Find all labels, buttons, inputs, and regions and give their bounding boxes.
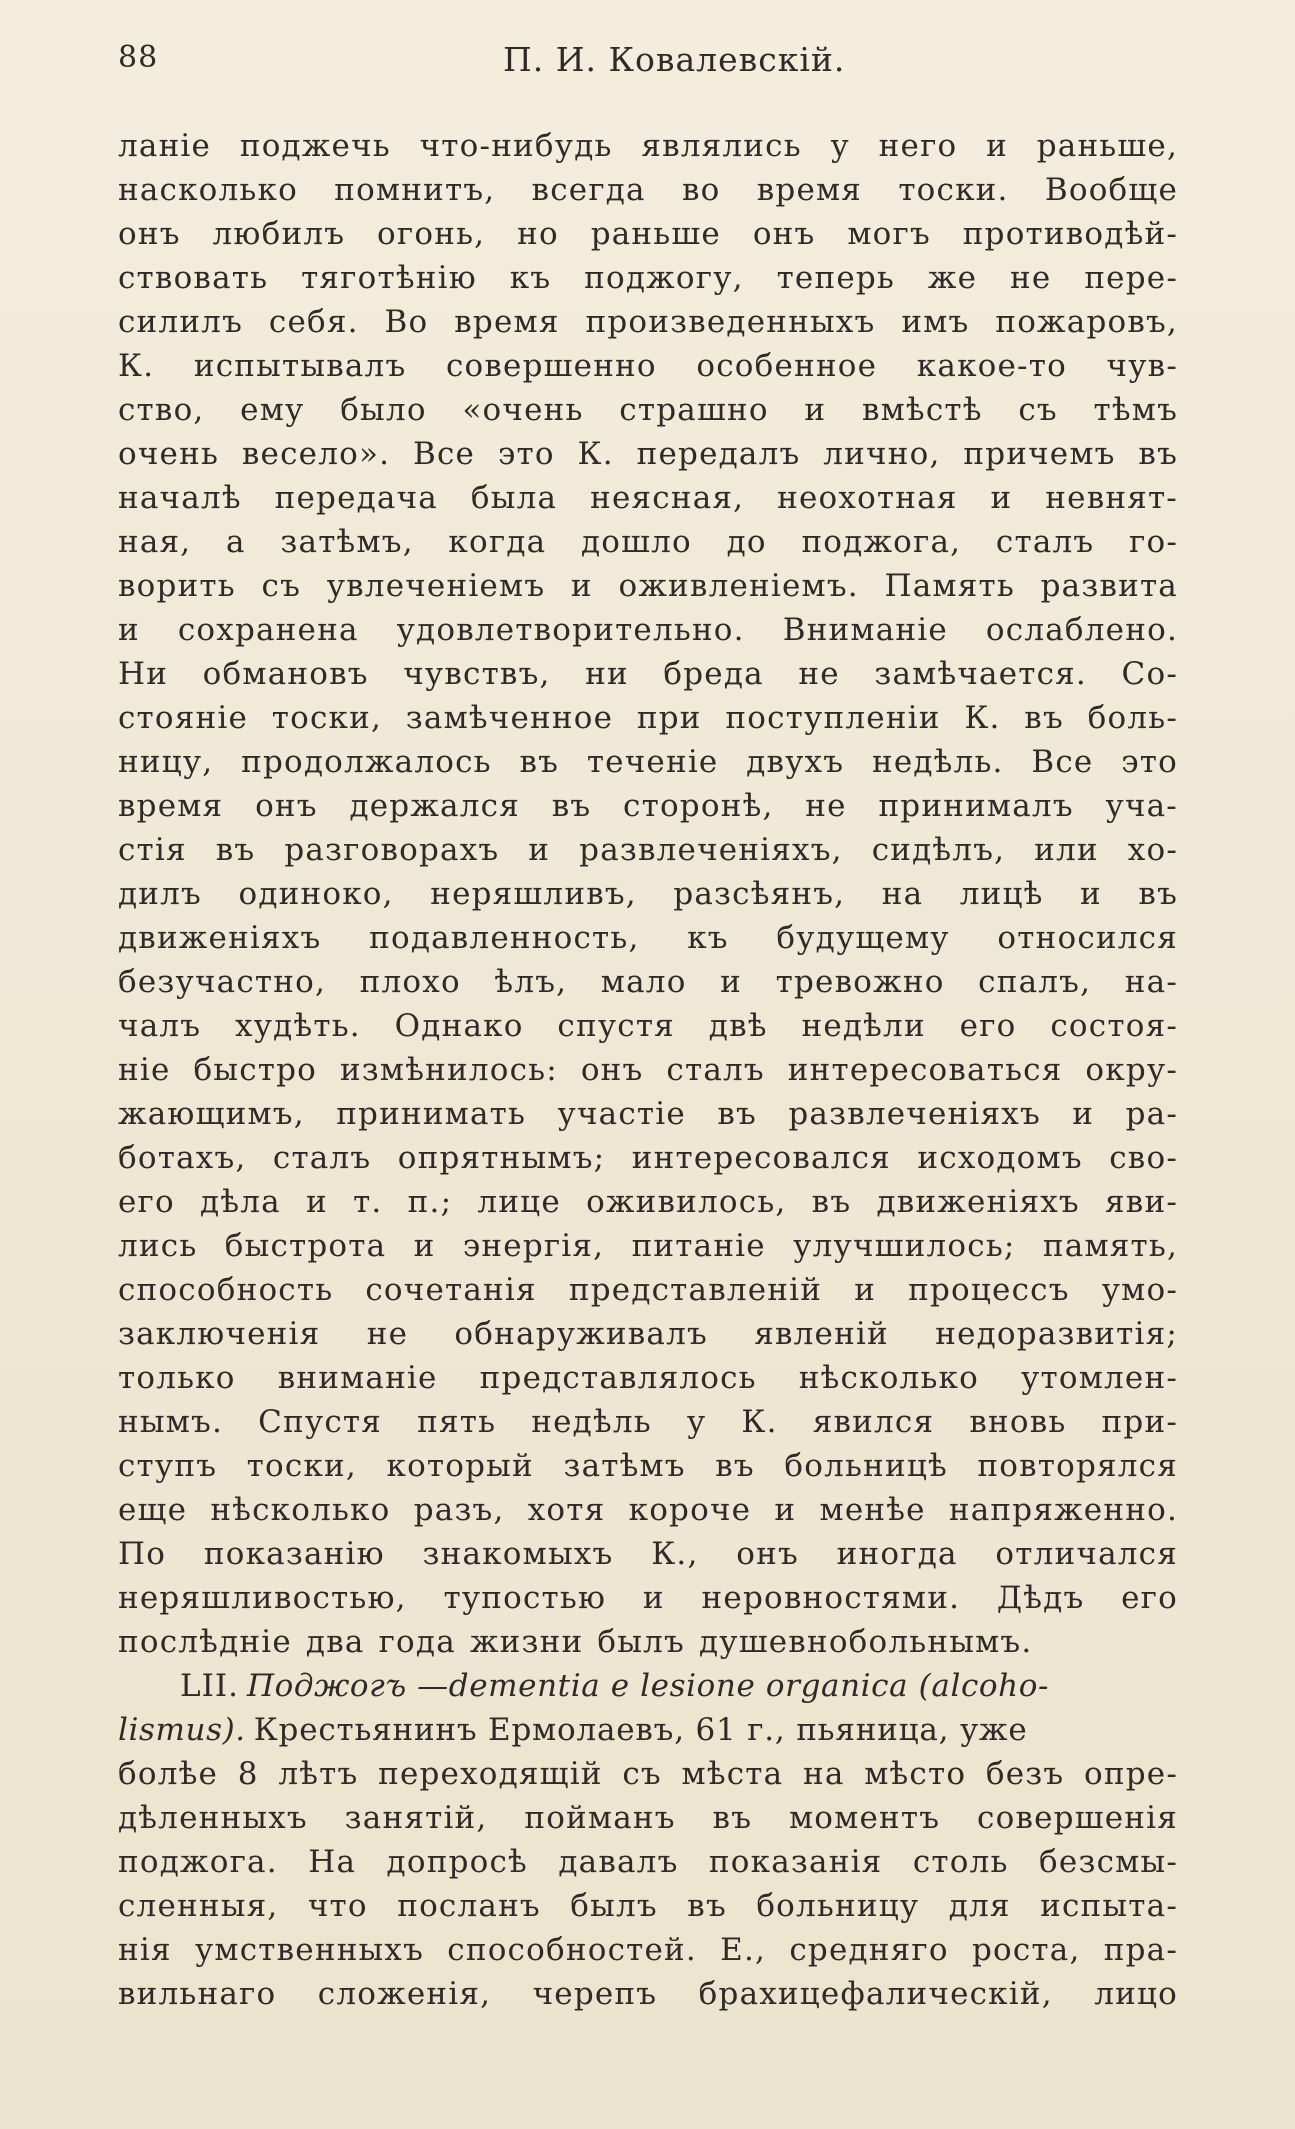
text-line: жающимъ, принимать участіе въ развлеченіяхъ и ра- [118, 1096, 1178, 1132]
text-line: Ни обмановъ чувствъ, ни бреда не замѣчается. Со- [118, 656, 1178, 692]
text-line: нія умственныхъ способностей. Е., средняго роста, пра- [118, 1932, 1178, 1968]
page-number: 88 [118, 40, 159, 75]
text-line: ворить съ увлеченіемъ и оживленіемъ. Память развита [118, 568, 1178, 604]
text-line: поджога. На допросѣ давалъ показанія столь безсмы- [118, 1844, 1178, 1880]
text-line: сленныя, что посланъ былъ въ больницу для испыта- [118, 1888, 1178, 1924]
text-line: ная, а затѣмъ, когда дошло до поджога, сталъ го- [118, 524, 1178, 560]
text-line: ланіе поджечь что-нибудь являлись у него и раньше, [118, 128, 1178, 164]
paragraph-last-line: послѣдніе два года жизни былъ душевнобольнымъ. [118, 1624, 1033, 1660]
text-line: насколько помнитъ, всегда во время тоски. Вообще [118, 172, 1178, 208]
text-line: болѣе 8 лѣтъ переходящій съ мѣста на мѣсто безъ опре- [118, 1756, 1178, 1792]
text-line: заключенія не обнаруживалъ явленій недоразвитія; [118, 1316, 1178, 1352]
text-line: стія въ разговорахъ и развлеченіяхъ, сидѣлъ, или хо- [118, 832, 1178, 868]
page-header [118, 40, 1176, 90]
text-line: только вниманіе представлялось нѣсколько утомлен- [118, 1360, 1178, 1396]
text-line: дѣленныхъ занятій, пойманъ въ моментъ совершенія [118, 1800, 1178, 1836]
text-line: По показанію знакомыхъ К., онъ иногда отличался [118, 1536, 1178, 1572]
text-line: лись быстрота и энергія, питаніе улучшилось; память, [118, 1228, 1178, 1264]
text-line: силилъ себя. Во время произведенныхъ имъ пожаровъ, [118, 304, 1178, 340]
text-line: неряшливостью, тупостью и неровностями. Дѣдъ его [118, 1580, 1178, 1616]
section-title-continued: lismus). [118, 1712, 246, 1748]
section-number: LII. [180, 1668, 239, 1704]
text-line: дилъ одиноко, неряшливъ, разсѣянъ, на лицѣ и въ [118, 876, 1178, 912]
text-line: вильнаго сложенія, черепъ брахицефалическій, лицо [118, 1976, 1178, 2012]
section-title: Поджогъ —dementia e lesione organica (alcoho- [246, 1668, 1050, 1704]
body-text [118, 124, 1178, 2016]
text-line: ніе быстро измѣнилось: онъ сталъ интересоваться окру- [118, 1052, 1178, 1088]
text-line: стояніе тоски, замѣченное при поступленіи К. въ боль- [118, 700, 1178, 736]
text-line: еще нѣсколько разъ, хотя короче и менѣе напряженно. [118, 1492, 1178, 1528]
text-line: К. испытывалъ совершенно особенное какое-то чув- [118, 348, 1178, 384]
text-line: ботахъ, сталъ опрятнымъ; интересовался исходомъ сво- [118, 1140, 1178, 1176]
text-line: способность сочетанія представленій и процессъ умо- [118, 1272, 1178, 1308]
section-text: Крестьянинъ Ермолаевъ, 61 г., пьяница, уже [253, 1712, 1028, 1748]
text-line: ствовать тяготѣнію къ поджогу, теперь же не пере- [118, 260, 1178, 296]
text-line: движеніяхъ подавленность, къ будущему относился [118, 920, 1178, 956]
section-heading-line [118, 1664, 1178, 1708]
text-line: ство, ему было «очень страшно и вмѣстѣ съ тѣмъ [118, 392, 1178, 428]
running-head: П. И. Ковалевскій. [503, 40, 846, 79]
text-line: онъ любилъ огонь, но раньше онъ могъ противодѣй- [118, 216, 1178, 252]
text-line: ступъ тоски, который затѣмъ въ больницѣ повторялся [118, 1448, 1178, 1484]
text-line: началѣ передача была неясная, неохотная и невнят- [118, 480, 1178, 516]
text-line: чалъ худѣть. Однако спустя двѣ недѣли его состоя- [118, 1008, 1178, 1044]
section-heading-line-2 [118, 1708, 1178, 1752]
text-line: ницу, продолжалось въ теченіе двухъ недѣль. Все это [118, 744, 1178, 780]
text-line: безучастно, плохо ѣлъ, мало и тревожно спалъ, на- [118, 964, 1178, 1000]
text-line: его дѣла и т. п.; лице оживилось, въ движеніяхъ яви- [118, 1184, 1178, 1220]
text-line: время онъ держался въ сторонѣ, не принималъ уча- [118, 788, 1178, 824]
text-line: очень весело». Все это К. передалъ лично, причемъ въ [118, 436, 1178, 472]
text-line: нымъ. Спустя пять недѣль у К. явился вновь при- [118, 1404, 1178, 1440]
text-line: и сохранена удовлетворительно. Вниманіе ослаблено. [118, 612, 1178, 648]
